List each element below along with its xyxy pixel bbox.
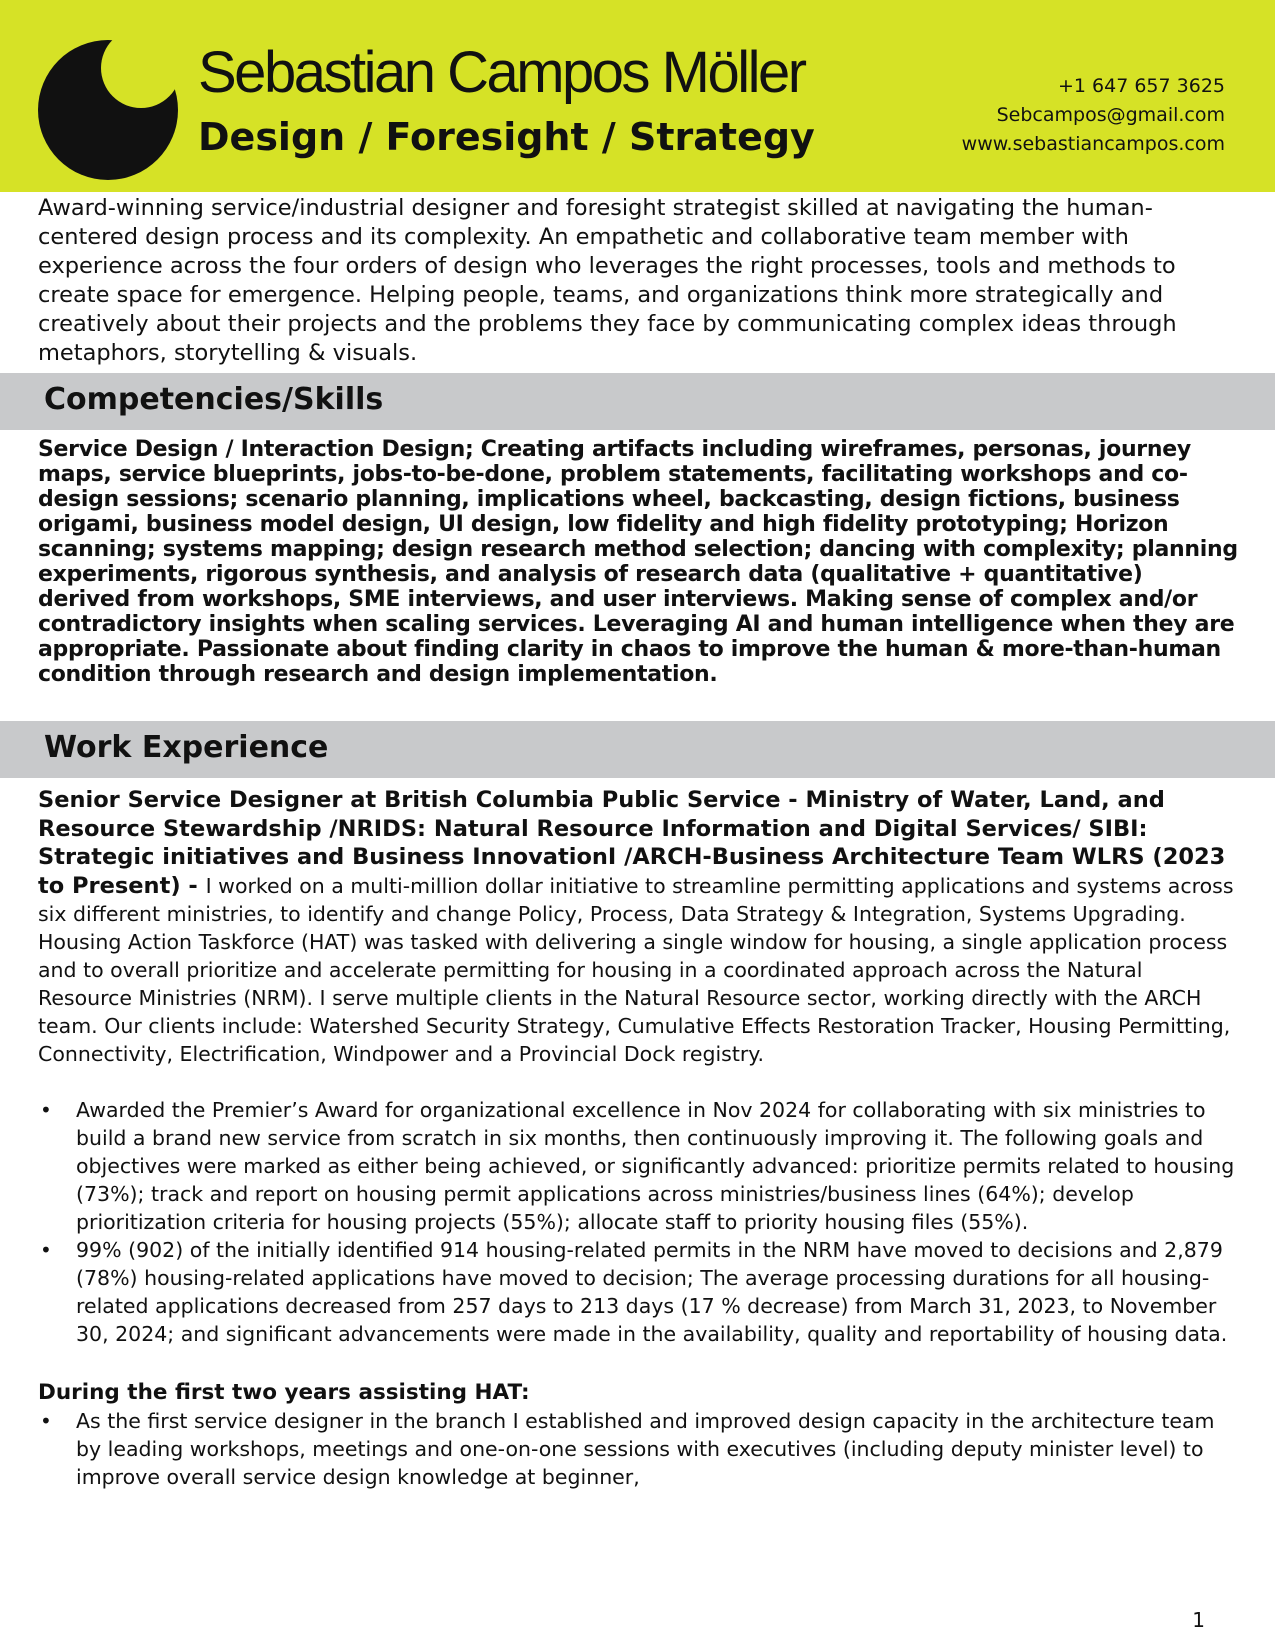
crescent-moon-logo-icon — [38, 40, 178, 180]
job-title: Senior Service Designer at British Columbia Public Service - Ministry of Water, Land, and Resource Stewardship /NRIDS: Natural Resource Information and Digital Services/ SIBI: Strategic initiatives and Business InnovationI /ARCH-Business Architecture Team WLRS (2023 to Present) - — [38, 787, 1226, 899]
achievement-list — [38, 1096, 1238, 1348]
list-item: • As the first service designer in the branch I established and improved design capacity in the architecture team by leading workshops, meetings and one-on-one sessions with executives (including deputy minister level) to improve overall service design knowledge at beginner, — [38, 1407, 1238, 1491]
email-address: Sebcampos@gmail.com — [996, 104, 1225, 126]
website-url: www.sebastiancampos.com — [961, 133, 1225, 155]
hat-achievement-list — [38, 1407, 1238, 1491]
header-banner — [0, 0, 1275, 192]
competencies-text: Service Design / Interaction Design; Creating artifacts including wireframes, personas, journey maps, service blueprints, jobs-to-be-done, problem statements, facilitating workshops and co-design sessions; scenario planning, implications wheel, backcasting, design fictions, business origami, business model design, UI design, low fidelity and high fidelity prototyping; Horizon scanning; systems mapping; design research method selection; dancing with complexity; planning experiments, rigorous synthesis, and analysis of research data (qualitative + quantitative) derived from workshops, SME interviews, and user interviews. Making sense of complex and/or contradictory insights when scaling services. Leveraging AI and human intelligence when they are appropriate. Passionate about finding clarity in chaos to improve the human & more-than-human condition through research and design implementation. — [38, 437, 1238, 687]
work-experience-content — [38, 786, 1238, 1491]
list-item: • 99% (902) of the initially identified 914 housing-related permits in the NRM have moved to decisions and 2,879 (78%) housing-related applications have moved to decision; The average processing durations for all housing- related applications decreased from 257 days to 213 days (17 % decrease) from March 31, 2023, to November 30, 2024; and significant advancements were made in the availability, quality and reportability of housing data. — [38, 1236, 1238, 1348]
page-number: 1 — [1192, 1608, 1205, 1632]
phone-number: +1 647 657 3625 — [1057, 75, 1225, 97]
competencies-heading: Competencies/Skills — [44, 382, 384, 417]
work-experience-section-bar — [0, 721, 1275, 778]
list-item: • Awarded the Premier’s Award for organizational excellence in Nov 2024 for collaborating with six ministries to build a brand new service from scratch in six months, then continuously improving it. The following goals and objectives were marked as either being achieved, or significantly advanced: prioritize permits related to housing (73%); track and report on housing permit applications across ministries/business lines (64%); develop prioritization criteria for housing projects (55%); allocate staff to priority housing files (55%). — [38, 1096, 1238, 1236]
subsection-heading: During the first two years assisting HAT: — [38, 1380, 530, 1405]
candidate-name: Sebastian Campos Möller — [198, 40, 805, 105]
profile-summary: Award-winning service/industrial designer and foresight strategist skilled at navigating the human-centered design process and its complexity. An empathetic and collaborative team member with experience across the four orders of design who leverages the right processes, tools and methods to create space for emergence. Helping people, teams, and organizations think more strategically and creatively about their projects and the problems they face by communicating complex ideas through metaphors, storytelling & visuals. — [38, 195, 1177, 366]
competencies-section-bar — [0, 373, 1275, 430]
job-description: I worked on a multi-million dollar initiative to streamline permitting applications and systems across six different ministries, to identify and change Policy, Process, Data Strategy & Integration, Systems Upgrading. Housing Action Taskforce (HAT) was tasked with delivering a single window for housing, a single application process and to overall prioritize and accelerate permitting for housing in a coordinated approach across the Natural Resource Ministries (NRM). I serve multiple clients in the Natural Resource sector, working directly with the ARCH team. Our clients include: Watershed Security Strategy, Cumulative Effects Restoration Tracker, Housing Permitting, Connectivity, Electrification, Windpower and a Provincial Dock registry. — [38, 873, 1234, 1066]
candidate-tagline: Design / Foresight / Strategy — [198, 115, 815, 159]
contact-info — [962, 72, 1225, 159]
job-entry — [38, 786, 1238, 1068]
work-experience-heading: Work Experience — [44, 730, 329, 765]
